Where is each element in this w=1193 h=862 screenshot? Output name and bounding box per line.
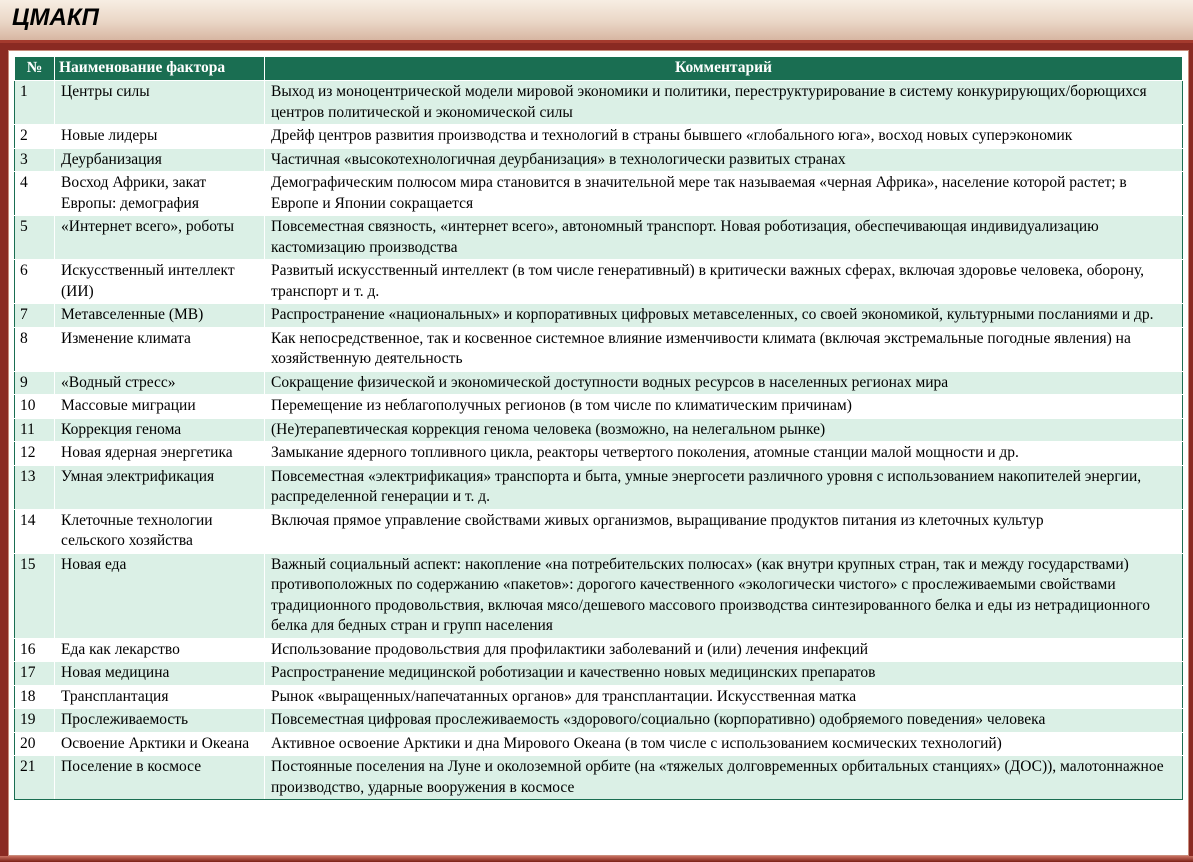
factor-comment: Рынок «выращенных/напечатанных органов» для трансплантации. Искусственная матка xyxy=(265,685,1183,709)
row-number: 3 xyxy=(15,148,55,172)
factor-comment: Повсеместная «электрификация» транспорта и быта, умные энергосети различного уровня с использованием накопителей энергии, распределенной генерации и т. д. xyxy=(265,465,1183,509)
factor-name: Трансплантация xyxy=(55,685,265,709)
table-row xyxy=(15,327,1183,371)
table-row xyxy=(15,442,1183,466)
factor-name: Метавселенные (МВ) xyxy=(55,304,265,328)
factor-comment: Развитый искусственный интеллект (в том числе генеративный) в критически важных сферах, включая здоровье человека, оборону, транспорт и т. д. xyxy=(265,260,1183,304)
column-header-number: № xyxy=(15,57,55,81)
row-number: 21 xyxy=(15,756,55,800)
factor-name: Клеточные технологии сельского хозяйства xyxy=(55,509,265,553)
factor-comment: Распространение медицинской роботизации и качественно новых медицинских препаратов xyxy=(265,662,1183,686)
table-row xyxy=(15,685,1183,709)
row-number: 11 xyxy=(15,418,55,442)
table-row xyxy=(15,418,1183,442)
page-title: ЦМАКП xyxy=(12,4,99,31)
factor-name: Центры силы xyxy=(55,81,265,125)
factor-name: Новые лидеры xyxy=(55,125,265,149)
table-row xyxy=(15,260,1183,304)
factor-name: Деурбанизация xyxy=(55,148,265,172)
factor-comment: Выход из моноцентрической модели мировой экономики и политики, переструктурирование в систему конкурирующих/борющихся центров политической и экономической силы xyxy=(265,81,1183,125)
row-number: 20 xyxy=(15,732,55,756)
table-row xyxy=(15,371,1183,395)
table-row xyxy=(15,465,1183,509)
table-row xyxy=(15,662,1183,686)
table-row xyxy=(15,509,1183,553)
factor-name: Изменение климата xyxy=(55,327,265,371)
table-row xyxy=(15,81,1183,125)
row-number: 2 xyxy=(15,125,55,149)
table-row xyxy=(15,732,1183,756)
row-number: 6 xyxy=(15,260,55,304)
table-row xyxy=(15,304,1183,328)
factor-name: Новая медицина xyxy=(55,662,265,686)
row-number: 1 xyxy=(15,81,55,125)
factor-comment: Важный социальный аспект: накопление «на потребительских полюсах» (как внутри крупных стран, так и между государствами) противоположных по содержанию «пакетов»: дорогого качественного «экологически чистого» с прослеживаемыми свойствами традиционного продовольствия, включая мясо/дешевого массового производства синтезированного белка и еды из нетрадиционного белка для бедных стран и групп населения xyxy=(265,553,1183,638)
column-header-comment: Комментарий xyxy=(265,57,1183,81)
table-row xyxy=(15,172,1183,216)
row-number: 5 xyxy=(15,216,55,260)
table-body xyxy=(15,81,1183,800)
row-number: 9 xyxy=(15,371,55,395)
factor-comment: Перемещение из неблагополучных регионов (в том числе по климатическим причинам) xyxy=(265,395,1183,419)
content-panel xyxy=(8,50,1189,856)
row-number: 19 xyxy=(15,709,55,733)
factor-comment: Частичная «высокотехнологичная деурбанизация» в технологически развитых странах xyxy=(265,148,1183,172)
factor-name: Умная электрификация xyxy=(55,465,265,509)
factor-comment: Постоянные поселения на Луне и околоземной орбите (на «тяжелых долговременных орбитальных станциях» (ДОС)), малотоннажное производство, ударные вооружения в космосе xyxy=(265,756,1183,800)
factor-comment: Повсеместная цифровая прослеживаемость «здорового/социально (корпоративно) одобряемого поведения» человека xyxy=(265,709,1183,733)
row-number: 16 xyxy=(15,638,55,662)
table-row xyxy=(15,395,1183,419)
table-row xyxy=(15,148,1183,172)
factor-name: Еда как лекарство xyxy=(55,638,265,662)
factor-name: Искусственный интеллект (ИИ) xyxy=(55,260,265,304)
row-number: 12 xyxy=(15,442,55,466)
row-number: 4 xyxy=(15,172,55,216)
table-row xyxy=(15,756,1183,800)
row-number: 17 xyxy=(15,662,55,686)
table-row xyxy=(15,709,1183,733)
factor-name: Новая ядерная энергетика xyxy=(55,442,265,466)
factor-comment: (Не)терапевтическая коррекция генома человека (возможно, на нелегальном рынке) xyxy=(265,418,1183,442)
table-row xyxy=(15,216,1183,260)
row-number: 7 xyxy=(15,304,55,328)
factor-comment: Как непосредственное, так и косвенное системное влияние изменчивости климата (включая экстремальные погодные явления) на хозяйственную деятельность xyxy=(265,327,1183,371)
table-header-row xyxy=(15,57,1183,81)
factor-name: Прослеживаемость xyxy=(55,709,265,733)
factor-comment: Использование продовольствия для профилактики заболеваний и (или) лечения инфекций xyxy=(265,638,1183,662)
row-number: 8 xyxy=(15,327,55,371)
factor-name: «Водный стресс» xyxy=(55,371,265,395)
factor-comment: Демографическим полюсом мира становится в значительной мере так называемая «черная Африка», население которой растет; в Европе и Японии сокращается xyxy=(265,172,1183,216)
factor-name: Освоение Арктики и Океана xyxy=(55,732,265,756)
factor-comment: Активное освоение Арктики и дна Мирового Океана (в том числе с использованием космических технологий) xyxy=(265,732,1183,756)
table-row xyxy=(15,638,1183,662)
row-number: 13 xyxy=(15,465,55,509)
row-number: 10 xyxy=(15,395,55,419)
factor-comment: Распространение «национальных» и корпоративных цифровых метавселенных, со своей экономикой, культурными посланиями и др. xyxy=(265,304,1183,328)
factors-table xyxy=(14,56,1183,800)
row-number: 15 xyxy=(15,553,55,638)
factor-comment: Включая прямое управление свойствами живых организмов, выращивание продуктов питания из клеточных культур xyxy=(265,509,1183,553)
column-header-factor-name: Наименование фактора xyxy=(55,57,265,81)
factor-name: Массовые миграции xyxy=(55,395,265,419)
factor-comment: Дрейф центров развития производства и технологий в страны бывшего «глобального юга», восход новых суперэкономик xyxy=(265,125,1183,149)
factor-comment: Сокращение физической и экономической доступности водных ресурсов в населенных регионах мира xyxy=(265,371,1183,395)
factor-name: Восход Африки, закат Европы: демография xyxy=(55,172,265,216)
factor-name: Поселение в космосе xyxy=(55,756,265,800)
factor-name: «Интернет всего», роботы xyxy=(55,216,265,260)
factor-name: Новая еда xyxy=(55,553,265,638)
factor-comment: Замыкание ядерного топливного цикла, реакторы четвертого поколения, атомные станции малой мощности и др. xyxy=(265,442,1183,466)
bottom-border xyxy=(0,856,1193,862)
row-number: 18 xyxy=(15,685,55,709)
factor-comment: Повсеместная связность, «интернет всего», автономный транспорт. Новая роботизация, обеспечивающая индивидуализацию кастомизацию производства xyxy=(265,216,1183,260)
row-number: 14 xyxy=(15,509,55,553)
title-bar xyxy=(0,0,1193,43)
table-row xyxy=(15,553,1183,638)
table-row xyxy=(15,125,1183,149)
factor-name: Коррекция генома xyxy=(55,418,265,442)
